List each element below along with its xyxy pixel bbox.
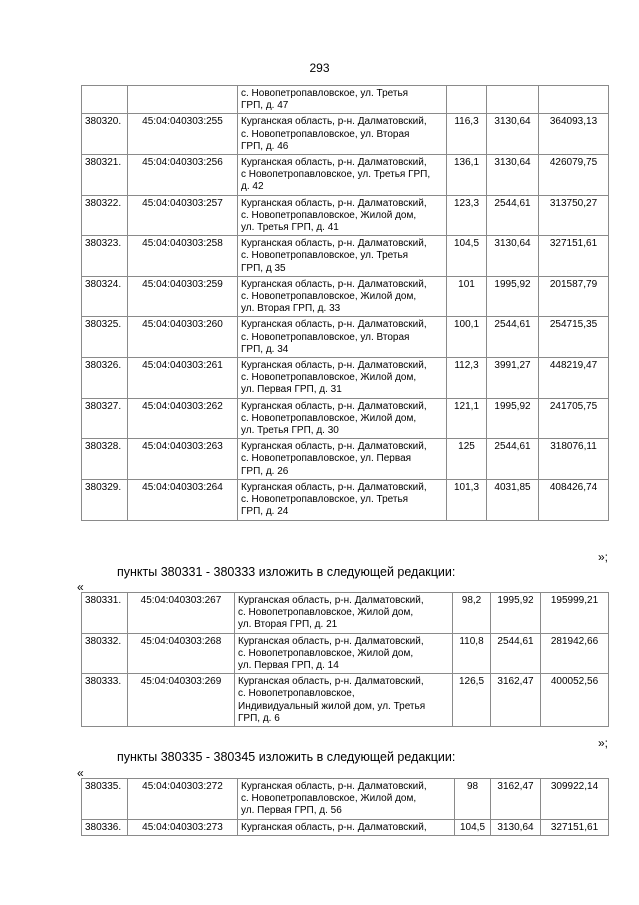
record-number-cell: 380335. <box>82 779 128 820</box>
unit-price-cell <box>487 86 539 114</box>
address-line: с. Новопетропавловское, ул. Третья <box>241 88 409 99</box>
cadastral-cost-cell: 318076,11 <box>539 439 609 480</box>
address-line: ГРП, д 35 <box>241 262 286 274</box>
address-cell <box>238 155 447 196</box>
record-number-cell: 380322. <box>82 195 128 236</box>
unit-price-cell: 3130,64 <box>487 155 539 196</box>
table-row <box>82 633 609 674</box>
address-line: Индивидуальный жилой дом, ул. Третья <box>238 700 426 712</box>
area-value-cell <box>447 86 487 114</box>
address-cell <box>238 195 447 236</box>
address-line: ГРП, д. 26 <box>241 465 289 477</box>
address-cell <box>238 398 447 439</box>
cadastral-number-cell: 45:04:040303:272 <box>128 779 238 820</box>
address-line: Курганская область, р-н. Далматовский, <box>238 595 424 606</box>
area-value-cell: 98,2 <box>453 593 491 634</box>
address-line: Курганская область, р-н. Далматовский, <box>238 676 424 688</box>
cadastral-cost-cell: 400052,56 <box>541 674 609 727</box>
address-line: с. Новопетропавловское, ул. Вторая <box>241 331 410 343</box>
area-value-cell: 101 <box>447 276 487 317</box>
registry-table-1 <box>81 85 609 521</box>
address-line: д. 42 <box>241 181 264 193</box>
address-line: Курганская область, р-н. Далматовский, <box>241 821 427 833</box>
address-line: Курганская область, р-н. Далматовский, <box>241 481 427 493</box>
table-row <box>82 779 609 820</box>
table-row <box>82 439 609 480</box>
record-number-cell: 380332. <box>82 633 128 674</box>
address-line: Курганская область, р-н. Далматовский, <box>238 635 424 647</box>
cadastral-cost-cell: 364093,13 <box>539 114 609 155</box>
address-line: Курганская область, р-н. Далматовский, <box>241 157 427 169</box>
area-value-cell: 123,3 <box>447 195 487 236</box>
address-cell <box>235 674 453 727</box>
cadastral-number-cell: 45:04:040303:257 <box>128 195 238 236</box>
address-line: с. Новопетропавловское, Жилой дом, <box>241 209 417 221</box>
cadastral-number-cell: 45:04:040303:264 <box>128 479 238 520</box>
cadastral-cost-cell: 195999,21 <box>541 593 609 634</box>
address-line: ул. Первая ГРП, д. 14 <box>238 660 339 672</box>
cadastral-number-cell: 45:04:040303:261 <box>128 358 238 399</box>
cadastral-cost-cell: 448219,47 <box>539 358 609 399</box>
table-row <box>82 86 609 114</box>
unit-price-cell: 1995,92 <box>491 593 541 634</box>
table-row <box>82 674 609 727</box>
record-number-cell: 380331. <box>82 593 128 634</box>
opening-quote: « <box>77 766 84 780</box>
cadastral-cost-cell: 241705,75 <box>539 398 609 439</box>
table-row <box>82 317 609 358</box>
address-line: с. Новопетропавловское, ул. Третья <box>241 250 409 262</box>
record-number-cell: 380326. <box>82 358 128 399</box>
record-number-cell: 380323. <box>82 236 128 277</box>
area-value-cell: 121,1 <box>447 398 487 439</box>
record-number-cell: 380328. <box>82 439 128 480</box>
table-row <box>82 276 609 317</box>
address-line: Курганская область, р-н. Далматовский, <box>241 197 427 209</box>
address-line: ул. Третья ГРП, д. 41 <box>241 222 339 234</box>
unit-price-cell: 2544,61 <box>487 439 539 480</box>
address-cell <box>238 358 447 399</box>
address-line: ул. Первая ГРП, д. 56 <box>241 805 342 817</box>
cadastral-cost-cell: 254715,35 <box>539 317 609 358</box>
address-line: с. Новопетропавловское, Жилой дом, <box>241 793 417 805</box>
address-cell <box>238 317 447 358</box>
area-value-cell: 112,3 <box>447 358 487 399</box>
cadastral-cost-cell: 201587,79 <box>539 276 609 317</box>
cadastral-number-cell: 45:04:040303:267 <box>128 593 235 634</box>
address-line: ул. Вторая ГРП, д. 33 <box>241 303 341 315</box>
cadastral-cost-cell: 327151,61 <box>539 236 609 277</box>
address-cell <box>238 86 447 114</box>
address-line: ул. Третья ГРП, д. 30 <box>241 425 339 437</box>
cadastral-cost-cell: 281942,66 <box>541 633 609 674</box>
unit-price-cell: 3130,64 <box>487 114 539 155</box>
cadastral-number-cell: 45:04:040303:256 <box>128 155 238 196</box>
address-cell <box>238 779 455 820</box>
address-line: ул. Первая ГРП, д. 31 <box>241 384 342 396</box>
cadastral-cost-cell: 313750,27 <box>539 195 609 236</box>
table-row <box>82 358 609 399</box>
table-row <box>82 398 609 439</box>
closing-quote: »; <box>597 736 608 750</box>
area-value-cell: 136,1 <box>447 155 487 196</box>
address-line: с Новопетропавловское, ул. Третья ГРП, <box>241 169 431 181</box>
cadastral-number-cell: 45:04:040303:273 <box>128 819 238 835</box>
address-line: Курганская область, р-н. Далматовский, <box>241 278 427 290</box>
unit-price-cell: 3130,64 <box>487 236 539 277</box>
address-cell <box>238 439 447 480</box>
address-line: с. Новопетропавловское, ул. Третья <box>241 494 409 506</box>
cadastral-cost-cell: 426079,75 <box>539 155 609 196</box>
address-cell <box>238 114 447 155</box>
area-value-cell: 110,8 <box>453 633 491 674</box>
address-line: Курганская область, р-н. Далматовский, <box>241 441 427 453</box>
cadastral-number-cell: 45:04:040303:268 <box>128 633 235 674</box>
address-line: ГРП, д. 6 <box>238 712 280 724</box>
registry-table-2 <box>81 592 609 727</box>
cadastral-cost-cell <box>539 86 609 114</box>
address-cell <box>238 819 455 835</box>
record-number-cell: 380321. <box>82 155 128 196</box>
address-line: с. Новопетропавловское, <box>238 688 355 700</box>
address-line: ул. Вторая ГРП, д. 21 <box>238 619 338 631</box>
area-value-cell: 125 <box>447 439 487 480</box>
address-cell <box>235 593 453 634</box>
area-value-cell: 98 <box>455 779 491 820</box>
record-number-cell: 380333. <box>82 674 128 727</box>
record-number-cell: 380320. <box>82 114 128 155</box>
address-line: с. Новопетропавловское, Жилой дом, <box>241 372 417 384</box>
cadastral-number-cell: 45:04:040303:269 <box>128 674 235 727</box>
unit-price-cell: 3162,47 <box>491 674 541 727</box>
area-value-cell: 100,1 <box>447 317 487 358</box>
address-line: с. Новопетропавловское, ул. Вторая <box>241 128 410 140</box>
address-line: Курганская область, р-н. Далматовский, <box>241 360 427 372</box>
area-value-cell: 104,5 <box>455 819 491 835</box>
unit-price-cell: 4031,85 <box>487 479 539 520</box>
area-value-cell: 126,5 <box>453 674 491 727</box>
address-line: ГРП, д. 34 <box>241 343 289 355</box>
cadastral-cost-cell: 327151,61 <box>541 819 609 835</box>
table-row <box>82 195 609 236</box>
amendment-instruction: пункты 380335 - 380345 изложить в следующей редакции: <box>117 750 456 764</box>
record-number-cell: 380327. <box>82 398 128 439</box>
area-value-cell: 101,3 <box>447 479 487 520</box>
address-line: Курганская область, р-н. Далматовский, <box>241 400 427 412</box>
address-line: с. Новопетропавловское, Жилой дом, <box>241 412 417 424</box>
record-number-cell: 380325. <box>82 317 128 358</box>
unit-price-cell: 2544,61 <box>487 317 539 358</box>
address-cell <box>238 479 447 520</box>
cadastral-cost-cell: 309922,14 <box>541 779 609 820</box>
address-line: Курганская область, р-н. Далматовский, <box>241 238 427 250</box>
address-line: Курганская область, р-н. Далматовский, <box>241 116 427 128</box>
cadastral-number-cell: 45:04:040303:255 <box>128 114 238 155</box>
cadastral-number-cell <box>128 86 238 114</box>
opening-quote: « <box>77 580 84 594</box>
unit-price-cell: 2544,61 <box>487 195 539 236</box>
address-cell <box>238 236 447 277</box>
table-row <box>82 114 609 155</box>
cadastral-number-cell: 45:04:040303:260 <box>128 317 238 358</box>
area-value-cell: 116,3 <box>447 114 487 155</box>
record-number-cell <box>82 86 128 114</box>
address-line: Курганская область, р-н. Далматовский, <box>241 781 427 792</box>
record-number-cell: 380329. <box>82 479 128 520</box>
address-line: ГРП, д. 24 <box>241 506 289 518</box>
address-line: с. Новопетропавловское, Жилой дом, <box>238 647 414 659</box>
address-line: ГРП, д. 46 <box>241 140 289 152</box>
table-row <box>82 236 609 277</box>
address-cell <box>235 633 453 674</box>
table-row <box>82 479 609 520</box>
page-number: 293 <box>309 61 330 75</box>
unit-price-cell: 1995,92 <box>487 398 539 439</box>
unit-price-cell: 3991,27 <box>487 358 539 399</box>
cadastral-number-cell: 45:04:040303:258 <box>128 236 238 277</box>
cadastral-cost-cell: 408426,74 <box>539 479 609 520</box>
address-line: с. Новопетропавловское, Жилой дом, <box>241 291 417 303</box>
unit-price-cell: 2544,61 <box>491 633 541 674</box>
cadastral-number-cell: 45:04:040303:262 <box>128 398 238 439</box>
table-row <box>82 155 609 196</box>
record-number-cell: 380324. <box>82 276 128 317</box>
cadastral-number-cell: 45:04:040303:259 <box>128 276 238 317</box>
unit-price-cell: 3130,64 <box>491 819 541 835</box>
registry-table-3 <box>81 778 609 836</box>
unit-price-cell: 3162,47 <box>491 779 541 820</box>
area-value-cell: 104,5 <box>447 236 487 277</box>
address-line: с. Новопетропавловское, Жилой дом, <box>238 607 414 619</box>
address-cell <box>238 276 447 317</box>
address-line: Курганская область, р-н. Далматовский, <box>241 319 427 331</box>
amendment-instruction: пункты 380331 - 380333 изложить в следующей редакции: <box>117 565 456 579</box>
table-row <box>82 819 609 835</box>
closing-quote: »; <box>597 550 608 564</box>
address-line: ГРП, д. 47 <box>241 100 289 112</box>
address-line: с. Новопетропавловское, ул. Первая <box>241 453 412 465</box>
record-number-cell: 380336. <box>82 819 128 835</box>
table-row <box>82 593 609 634</box>
unit-price-cell: 1995,92 <box>487 276 539 317</box>
cadastral-number-cell: 45:04:040303:263 <box>128 439 238 480</box>
